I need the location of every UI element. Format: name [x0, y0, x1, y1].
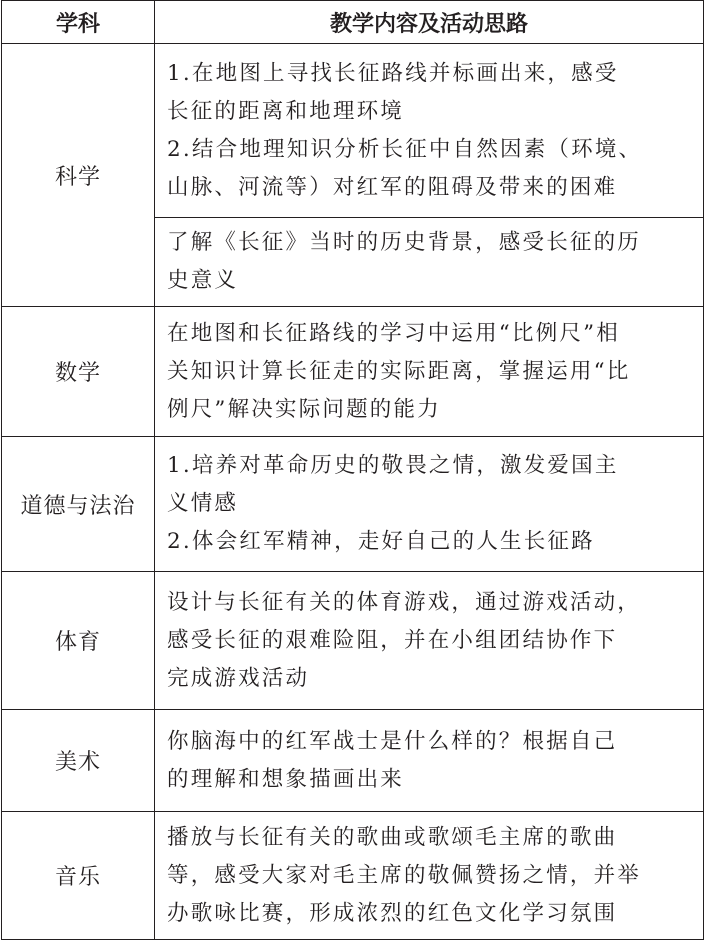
content-line: 设计与长征有关的体育游戏，通过游戏活动，	[167, 589, 642, 615]
content-line: 山脉、河流等）对红军的阻碍及带来的困难	[167, 174, 618, 200]
content-line: 关知识计算长征走的实际距离，掌握运用“比	[167, 358, 631, 384]
content-line: 播放与长征有关的歌曲或歌颂毛主席的歌曲	[167, 824, 618, 850]
content-line: 的理解和想象描画出来	[167, 766, 405, 792]
content-cell	[155, 572, 704, 710]
content-line: 等，感受大家对毛主席的敬佩赞扬之情，并举	[167, 862, 642, 888]
content-line: 2.结合地理知识分析长征中自然因素（环境、	[167, 136, 643, 162]
content-cell	[155, 437, 704, 572]
subject-cell: 科学	[2, 44, 155, 307]
header-row	[2, 1, 704, 44]
content-line: 史意义	[167, 268, 239, 293]
content-line: 你脑海中的红军战士是什么样的？根据自己	[167, 728, 618, 754]
content-line: 在地图和长征路线的学习中运用“比例尺”相	[167, 320, 620, 346]
subject-cell: 体育	[2, 572, 155, 710]
content-line: 长征的距离和地理环境	[167, 98, 405, 124]
content-line: 例尺”解决实际问题的能力	[167, 396, 441, 422]
content-cell	[155, 218, 704, 307]
content-line: 1.培养对革命历史的敬畏之情，激发爱国主	[167, 453, 619, 478]
table-row	[2, 710, 704, 812]
table-row	[2, 437, 704, 572]
content-line: 了解《长征》当时的历史背景，感受长征的历	[167, 230, 642, 255]
header-content: 教学内容及活动思路	[155, 1, 704, 44]
subject-cell: 道德与法治	[2, 437, 155, 572]
content-cell	[155, 44, 704, 218]
content-cell	[155, 710, 704, 812]
content-line: 感受长征的艰难险阻，并在小组团结协作下	[167, 627, 618, 653]
table-row	[2, 44, 704, 218]
content-line: 义情感	[167, 491, 239, 516]
content-cell	[155, 812, 704, 940]
content-line: 办歌咏比赛，形成浓烈的红色文化学习氛围	[167, 900, 618, 926]
subject-cell: 音乐	[2, 812, 155, 940]
content-line: 1.在地图上寻找长征路线并标画出来，感受	[167, 60, 619, 86]
content-line: 2.体会红军精神，走好自己的人生长征路	[167, 529, 595, 554]
header-subject: 学科	[2, 1, 155, 44]
content-cell	[155, 307, 704, 437]
table-row	[2, 307, 704, 437]
table-row	[2, 572, 704, 710]
subject-cell: 美术	[2, 710, 155, 812]
content-line: 完成游戏活动	[167, 665, 310, 691]
curriculum-table	[1, 0, 704, 940]
table-row	[2, 812, 704, 940]
subject-cell: 数学	[2, 307, 155, 437]
